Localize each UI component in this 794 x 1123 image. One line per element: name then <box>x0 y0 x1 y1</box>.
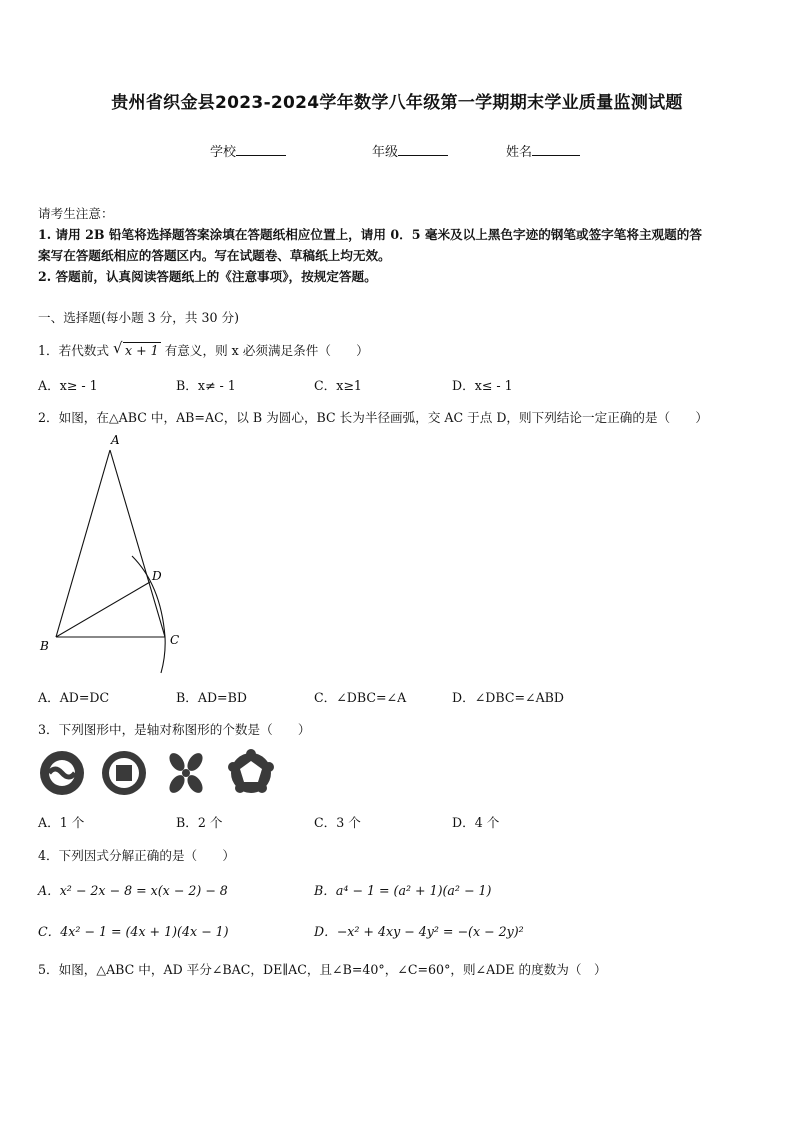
q2-option-a: A．AD=DC <box>38 690 110 705</box>
q3-stem: 3．下列图形中，是轴对称图形的个数是（ ） <box>38 722 311 737</box>
pentagon-flower-icon <box>228 749 274 793</box>
grade-blank <box>398 142 448 156</box>
segment-bd <box>56 582 150 637</box>
q2-stem: 2．如图，在△ABC 中，AB=AC，以 B 为圆心，BC 长为半径画弧，交 AC 于点 D，则下列结论一定正确的是（ ） <box>38 410 708 425</box>
side-ac <box>110 450 165 637</box>
label-a: A <box>111 433 120 447</box>
q1-stem <box>38 340 369 359</box>
name-label: 姓名 <box>506 145 533 160</box>
name-field <box>506 141 580 160</box>
q3-option-a: A．1 个 <box>38 815 85 830</box>
q4-option-a: A．x² − 2x − 8 = x(x − 2) − 8 <box>38 883 228 898</box>
q2-triangle-figure <box>36 430 196 680</box>
four-leaf-knot-icon <box>166 750 205 795</box>
q1-radicand: x + 1 <box>125 343 159 358</box>
radical-icon: √ <box>113 339 123 357</box>
q1-pre: 1．若代数式 <box>38 343 109 358</box>
q1-option-d: D．x≤ - 1 <box>452 378 513 393</box>
q3-option-d: D．4 个 <box>452 815 500 830</box>
q4-option-d: D．−x² + 4xy − 4y² = −(x − 2y)² <box>314 924 524 939</box>
q4-option-c: C．4x² − 1 = (4x + 1)(4x − 1) <box>38 924 229 939</box>
side-ab <box>56 450 110 637</box>
notice-heading: 请考生注意： <box>38 206 114 221</box>
q2-option-c: C．∠DBC=∠A <box>314 690 407 705</box>
school-field <box>210 141 286 160</box>
q1-option-c: C．x≥1 <box>314 378 362 393</box>
school-label: 学校 <box>210 145 237 160</box>
notice-item-1-line-1: 1. 请用 2B 铅笔将选择题答案涂填在答题纸相应位置上，请用 0．5 毫米及以上黑色字迹的钢笔或签字笔将主观题的答 <box>38 227 702 242</box>
q5-stem: 5．如图，△ABC 中，AD 平分∠BAC，DE∥AC，且∠B=40°，∠C=60°，则∠ADE 的度数为（ ） <box>38 962 607 977</box>
school-blank <box>236 142 286 156</box>
notice-item-2: 2. 答题前，认真阅读答题纸上的《注意事项》，按规定答题。 <box>38 269 377 284</box>
q3-option-b: B．2 个 <box>176 815 223 830</box>
square-hole-coin-icon <box>102 751 146 795</box>
q1-option-a: A．x≥ - 1 <box>38 378 98 393</box>
q4-stem: 4．下列因式分解正确的是（ ） <box>38 848 235 863</box>
label-b: B <box>40 639 49 653</box>
name-blank <box>532 142 580 156</box>
grade-label: 年级 <box>372 145 399 160</box>
section-1-heading: 一、选择题(每小题 3 分，共 30 分) <box>38 310 240 325</box>
grade-field <box>372 141 448 160</box>
q2-option-b: B．AD=BD <box>176 690 247 705</box>
q4-option-b: B．a⁴ − 1 = (a² + 1)(a² − 1) <box>314 883 492 898</box>
q1-option-b: B．x≠ - 1 <box>176 378 236 393</box>
swirl-coin-icon <box>40 751 84 795</box>
q1-sqrt <box>113 339 161 358</box>
label-c: C <box>170 633 180 647</box>
label-d: D <box>152 569 162 583</box>
notice-item-1-line-2: 案写在答题纸相应的答题区内。写在试题卷、草稿纸上均无效。 <box>38 248 391 263</box>
q2-option-d: D．∠DBC=∠ABD <box>452 690 565 705</box>
q3-option-c: C．3 个 <box>314 815 361 830</box>
page-title: 贵州省织金县2023-2024学年数学八年级第一学期期末学业质量监测试题 <box>111 93 683 113</box>
q1-post: 有意义，则 x 必须满足条件（ ） <box>164 343 369 358</box>
q3-figures <box>36 746 278 800</box>
